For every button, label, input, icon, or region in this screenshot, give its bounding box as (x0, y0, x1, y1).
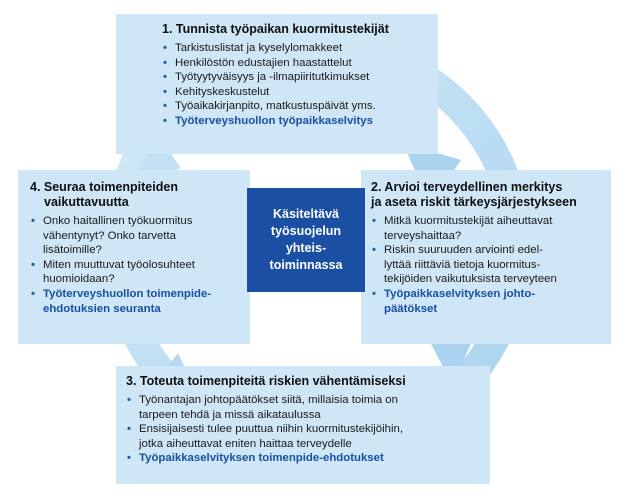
step1-box (116, 14, 438, 154)
step4-box (18, 170, 250, 344)
step1-list (162, 41, 426, 129)
step1-item: • Työtyytyväisyys ja -ilmapiiritutkimukset (162, 70, 426, 85)
line: • Työterveyshuollon toimenpide- (43, 287, 212, 300)
line: • Miten muuttuvat työolosuhteet (43, 258, 195, 271)
step1-title: 1. Tunnista työpaikan kuormitustekijät (162, 22, 389, 36)
line: päätökset (384, 302, 438, 315)
line: • Työpaikkaselvityksen johto- (384, 287, 536, 300)
step3-list (126, 393, 484, 466)
line: ehdotuksien seuranta (43, 302, 161, 315)
step4-item (30, 258, 244, 287)
center-line: Käsiteltävä (272, 207, 339, 221)
line: • Mitkä kuormitustekijät aiheuttavat (384, 215, 553, 227)
line: • Ensisijaisesti tulee puuttua niihin kuormitustekijöihin, (139, 423, 404, 436)
center-line: toiminnassa (269, 258, 343, 272)
line: terveyshaittaa? (384, 229, 462, 242)
center-text (270, 206, 343, 274)
step3-item (126, 393, 484, 422)
step1-item: • Kehityskeskustelut (162, 85, 426, 100)
center-line: työsuojelun (270, 224, 342, 238)
line: lisätoimille? (43, 244, 102, 257)
step1-item: • Tarkistuslistat ja kyselylomakkeet (162, 41, 426, 56)
line: huomioidaan? (43, 273, 115, 286)
step4-title (30, 180, 244, 210)
step4-title-line: 4. Seuraa toimenpiteiden (30, 180, 178, 194)
step2-title (371, 180, 605, 210)
step1-item: • Työaikakirjanpito, matkustuspäivät yms. (162, 99, 426, 114)
line: • Työpaikkaselvityksen toimenpide-ehdotukset (139, 452, 384, 465)
center-box (247, 188, 365, 292)
step2-item (371, 243, 605, 287)
step2-item (371, 214, 605, 243)
step2-highlight-item (371, 287, 605, 316)
step4-title-line: vaikuttavuutta (44, 195, 129, 209)
step4-list (30, 214, 244, 316)
step2-box (361, 170, 611, 344)
step2-list (371, 214, 605, 316)
step3-item (126, 422, 484, 451)
step3-highlight-item (126, 451, 484, 466)
step4-item (30, 214, 244, 258)
line: • Onko haitallinen työkuormitus (43, 215, 193, 227)
line: lyttää riittäviä tietoja kuormitus- (384, 258, 541, 271)
step4-highlight-item (30, 287, 244, 316)
line: • Työnantajan johtopäätökset siitä, millaisia toimia on (139, 394, 398, 406)
step1-highlight-item: • Työterveyshuollon työpaikkaselvitys (162, 114, 426, 129)
step1-item: • Henkilöstön edustajien haastattelut (162, 56, 426, 71)
step2-title-line: 2. Arvioi terveydellinen merkitys (371, 180, 563, 194)
step3-box (116, 366, 490, 484)
center-line: yhteis- (285, 241, 327, 255)
line: tekijöiden vaikutuksista terveyteen (384, 273, 557, 286)
step2-title-line: ja aseta riskit tärkeysjärjestykseen (371, 195, 577, 209)
line: jotka aiheuttavat eniten haittaa terveydelle (139, 437, 352, 450)
step3-title: 3. Toteuta toimenpiteitä riskien vähentämiseksi (126, 374, 406, 388)
line: vähentynyt? Onko tarvetta (43, 229, 176, 242)
line: • Riskin suuruuden arviointi edel- (384, 244, 543, 257)
line: tarpeen tehdä ja missä aikataulussa (139, 408, 321, 421)
